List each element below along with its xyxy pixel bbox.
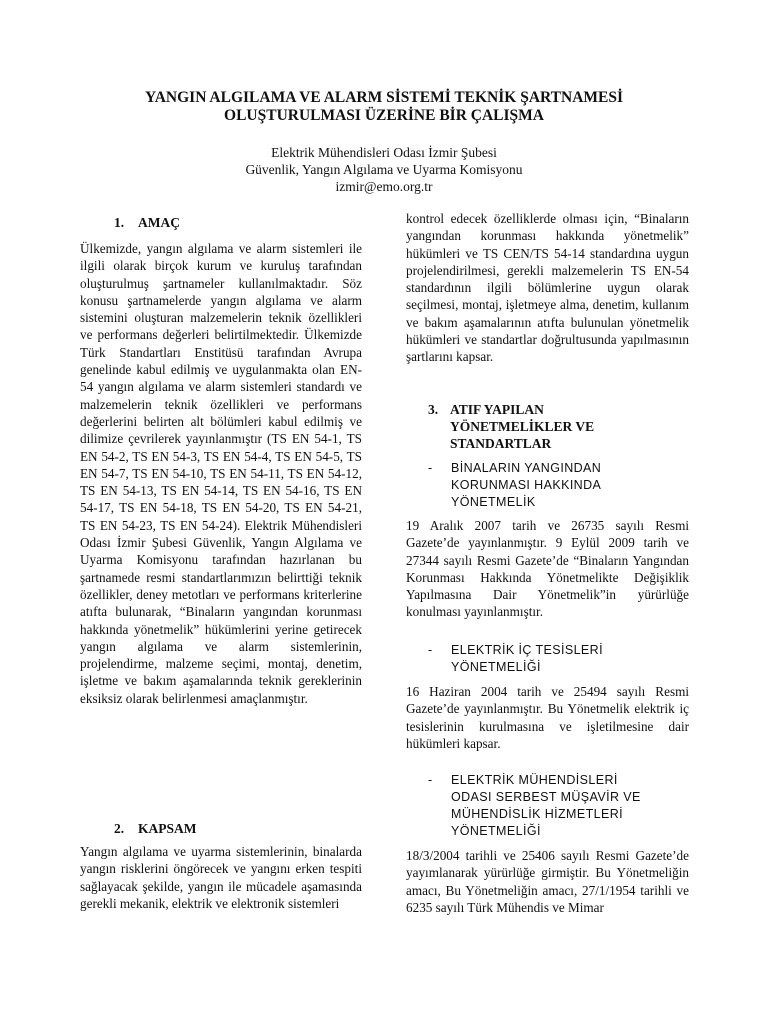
regulation-item-text: 19 Aralık 2007 tarih ve 26735 sayılı Resmi Gazete’de yayınlanmıştır. 9 Eylül 2009 tarih ve 27344 sayılı Resmi Gazete’de “Binaların Yangından Korunması Hakkında Yönetmelikte Değişiklik Yapılmasına Dair Yönetmelik”in yürürlüğe konulması yayınlanmıştır. [406, 518, 689, 620]
regulation-title-line: ODASI SERBEST MÜŞAVİR VE [451, 790, 641, 804]
section-number: 3. [428, 402, 439, 417]
list-dash: - [428, 773, 433, 787]
title-line-1: YANGIN ALGILAMA VE ALARM SİSTEMİ TEKNİK ŞARTNAMESİ [144, 89, 624, 106]
section-heading-atif [406, 401, 689, 452]
section-title: KAPSAM [138, 821, 197, 836]
section-number: 1. [114, 215, 125, 230]
regulation-item-title [428, 460, 668, 511]
regulation-item-text: 16 Haziran 2004 tarih ve 25494 sayılı Resmi Gazete’de yayınlanmıştır. Bu Yönetmelik elektrik iç tesislerinin kurulmasına ve işletilmesine dair hükümleri kapsar. [406, 684, 689, 751]
section-title: AMAÇ [138, 215, 180, 230]
regulation-title-line: ELEKTRİK İÇ TESİSLERİ [451, 643, 603, 657]
section-body-kapsam-continued: kontrol edecek özelliklerde olması için, “Binaların yangından korunması hakkında yönetmelik” hükümleri ve TS CEN/TS 54-14 standardına uygun projelendirilmesi, gerekli malzemelerin TS EN-54 standardının ilgili bölümlerine uygun olarak seçilmesi, montaj, işletmeye alma, denetim, kullanım ve bakım aşamalarının atıfta bulunulan yönetmelik hükümleri ve standartlar doğrultusunda yapılmasının şartlarını kapsar. [406, 211, 689, 365]
section-body-kapsam: Yangın algılama ve uyarma sistemlerinin, binalarda yangın risklerini öngörecek ve yangını erken tespiti sağlayacak şekilde, yangın ile mücadele aşamasında gerekli mekanik, elektrik ve elektronik sistemleri [80, 844, 362, 911]
section-title-line: STANDARTLAR [450, 436, 552, 451]
author-committee: Güvenlik, Yangın Algılama ve Uyarma Komisyonu [245, 162, 523, 177]
section-number: 2. [114, 821, 125, 836]
title-line-2: OLUŞTURULMASI ÜZERİNE BİR ÇALIŞMA [224, 107, 544, 124]
author-block [0, 144, 768, 195]
regulation-title-line: KORUNMASI HAKKINDA [451, 478, 602, 492]
regulation-title-line: MÜHENDİSLİK HİZMETLERİ [451, 807, 624, 821]
section-body-amac: Ülkemizde, yangın algılama ve alarm sistemleri ile ilgili olarak birçok kurum ve kuruluş tarafından oluşturulmuş şartnameler kullanılmaktadır. Söz konusu şartnamelerde yangın algılama ve alarm sistemini oluşturan malzemelerin teknik özellikleri ve performans değerleri belirtilmektedir. Ülkemizde Türk Standartları Enstitüsü tarafından Avrupa genelinde kabul edilmiş ve uygulanmakta olan EN-54 yangın algılama ve alarm sistemleri standardı ve malzemelerin teknik özellikleri ve performans değerlerini belirten alt bölümleri kabul edilmiş ve dilimize çevrilerek yayınlanmıştır (TS EN 54-1, TS EN 54-2, TS EN 54-3, TS EN 54-4, TS EN 54-5, TS EN 54-7, TS EN 54-10, TS EN 54-11, TS EN 54-12, TS EN 54-13, TS EN 54-14, TS EN 54-16, TS EN 54-17, TS EN 54-18, TS EN 54-20, TS EN 54-21, TS EN 54-23, TS EN 54-24). Elektrik Mühendisleri Odası İzmir Şubesi Güvenlik, Yangın Algılama ve Uyarma Komisyonu tarafından hazırlanan bu şartnamede resmi standartlarımızın belirttiği teknik özellikler, deney metotları ve performans kriterlerine atıfta bulunarak, “Binaların yangından korunması hakkında yönetmelik” hükümlerini yerine getirecek yangın algılama ve alarm sistemlerinin, projelendirme, malzeme seçimi, montaj, denetim, işletme ve bakım aşamalarında teknik gereklerinin eksiksiz olarak belirlenmesi amaçlanmıştır. [80, 241, 362, 706]
regulation-item-title [428, 642, 668, 676]
regulation-title-line: YÖNETMELİĞİ [451, 660, 541, 674]
regulation-item-title [428, 772, 668, 840]
author-email: izmir@emo.org.tr [335, 179, 433, 194]
regulation-title-line: YÖNETMELİĞİ [451, 824, 541, 838]
paper-title [0, 89, 768, 125]
section-heading-amac [80, 214, 362, 231]
regulation-item-text: 18/3/2004 tarihli ve 25406 sayılı Resmi Gazete’de yayımlanarak yürürlüğe girmiştir. Bu Yönetmeliğin amacı, Bu Yönetmeliğin amacı, 27/1/1954 tarihli ve 6235 sayılı Türk Mühendis ve Mimar [406, 848, 689, 915]
list-dash: - [428, 643, 433, 657]
list-dash: - [428, 461, 433, 475]
section-heading-kapsam [80, 820, 362, 837]
regulation-title-line: BİNALARIN YANGINDAN [451, 461, 602, 475]
section-title-line: ATIF YAPILAN [450, 402, 544, 417]
regulation-title-line: YÖNETMELİK [451, 495, 536, 509]
author-organization: Elektrik Mühendisleri Odası İzmir Şubesi [271, 145, 497, 160]
section-title-line: YÖNETMELİKLER VE [450, 419, 595, 434]
regulation-title-line: ELEKTRİK MÜHENDİSLERİ [451, 773, 618, 787]
